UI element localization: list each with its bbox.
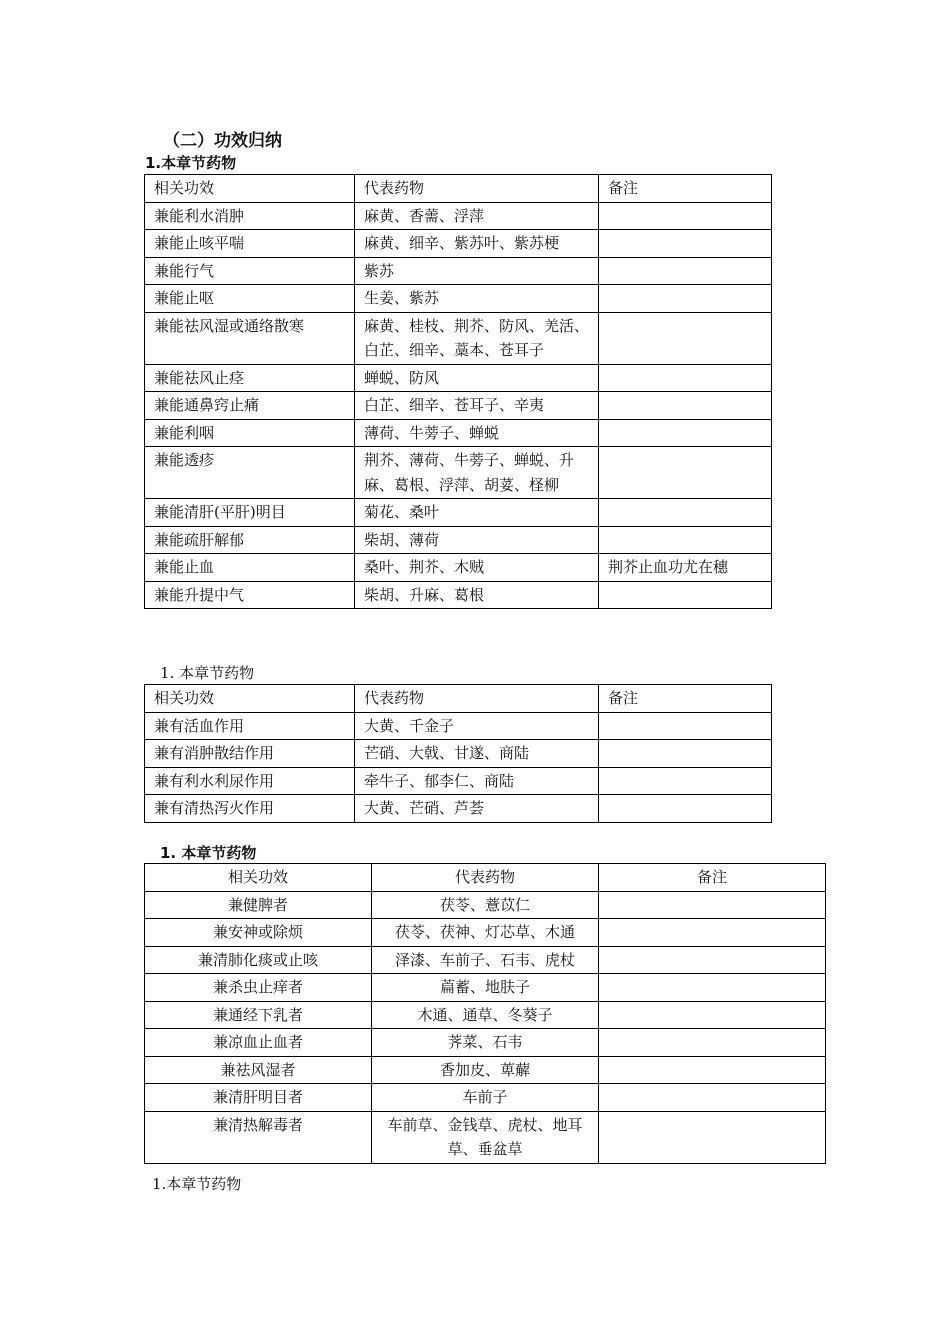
table-row (145, 767, 772, 795)
note-cell (599, 974, 826, 1002)
note-cell (599, 919, 826, 947)
table-row (145, 1029, 826, 1057)
note-cell (599, 740, 772, 768)
herbs-cell: 大黄、芒硝、芦荟 (355, 795, 599, 823)
effect-cell: 兼有活血作用 (145, 712, 355, 740)
note-cell (599, 312, 772, 364)
table-row (145, 1084, 826, 1112)
effect-cell: 兼能利水消肿 (145, 202, 355, 230)
note-cell (599, 1084, 826, 1112)
effect-cell: 兼清肺化痰或止咳 (145, 946, 372, 974)
table-row (145, 712, 772, 740)
effect-cell: 兼能止咳平喘 (145, 230, 355, 258)
effect-cell: 兼安神或除烦 (145, 919, 372, 947)
note-cell (599, 1029, 826, 1057)
effect-cell: 兼清肝明目者 (145, 1084, 372, 1112)
herbs-cell: 车前子 (372, 1084, 599, 1112)
table-row (145, 891, 826, 919)
note-cell (599, 581, 772, 609)
note-cell (599, 1056, 826, 1084)
note-cell (599, 499, 772, 527)
effect-cell: 兼能通鼻窍止痛 (145, 392, 355, 420)
table-row (145, 419, 772, 447)
effect-cell: 兼能升提中气 (145, 581, 355, 609)
table-row (145, 392, 772, 420)
effect-cell: 兼祛风湿者 (145, 1056, 372, 1084)
herbs-cell: 柴胡、薄荷 (355, 526, 599, 554)
table-row (145, 795, 772, 823)
effect-cell: 兼能透疹 (145, 447, 355, 499)
effect-cell: 兼能疏肝解郁 (145, 526, 355, 554)
herbs-cell: 泽漆、车前子、石韦、虎杖 (372, 946, 599, 974)
herbs-cell: 芒硝、大戟、甘遂、商陆 (355, 740, 599, 768)
table-row (145, 581, 772, 609)
herbs-cell: 蝉蜕、防风 (355, 364, 599, 392)
herbs-cell: 柴胡、升麻、葛根 (355, 581, 599, 609)
note-cell (599, 891, 826, 919)
herbs-cell: 桑叶、荆芥、木贼 (355, 554, 599, 582)
table-row (145, 740, 772, 768)
herbs-cell: 生姜、紫苏 (355, 285, 599, 313)
effect-cell: 兼通经下乳者 (145, 1001, 372, 1029)
note-cell (599, 1111, 826, 1163)
herbs-cell: 木通、通草、冬葵子 (372, 1001, 599, 1029)
note-cell (599, 795, 772, 823)
effect-cell: 兼凉血止血者 (145, 1029, 372, 1057)
herbs-cell: 紫苏 (355, 257, 599, 285)
effect-cell: 兼有利水利尿作用 (145, 767, 355, 795)
table-1 (144, 174, 772, 609)
table-row (145, 554, 772, 582)
herbs-cell: 荠菜、石韦 (372, 1029, 599, 1057)
note-cell (599, 230, 772, 258)
section-label-1: 1.本章节药物 (145, 154, 237, 172)
note-cell: 荆芥止血功尤在穗 (599, 554, 772, 582)
herbs-cell: 麻黄、细辛、紫苏叶、紫苏梗 (355, 230, 599, 258)
effect-cell: 兼能止血 (145, 554, 355, 582)
effect-cell: 兼清热解毒者 (145, 1111, 372, 1163)
column-header: 代表药物 (355, 175, 599, 203)
table-row (145, 257, 772, 285)
column-header: 相关功效 (145, 685, 355, 713)
table-row (145, 1001, 826, 1029)
table-row (145, 202, 772, 230)
note-cell (599, 202, 772, 230)
note-cell (599, 946, 826, 974)
effect-cell: 兼能行气 (145, 257, 355, 285)
table-row (145, 312, 772, 364)
note-cell (599, 767, 772, 795)
herbs-cell: 麻黄、香薷、浮萍 (355, 202, 599, 230)
herbs-cell: 菊花、桑叶 (355, 499, 599, 527)
table-row (145, 1056, 826, 1084)
table-row (145, 919, 826, 947)
column-header: 代表药物 (355, 685, 599, 713)
section-label-3: 1. 本章节药物 (160, 844, 257, 862)
effect-cell: 兼能止呕 (145, 285, 355, 313)
column-header: 相关功效 (145, 864, 372, 892)
herbs-cell: 车前草、金钱草、虎杖、地耳草、垂盆草 (372, 1111, 599, 1163)
table-row (145, 974, 826, 1002)
note-cell (599, 257, 772, 285)
effect-cell: 兼能祛风止痉 (145, 364, 355, 392)
page-title: （二）功效归纳 (163, 131, 282, 151)
effect-cell: 兼能利咽 (145, 419, 355, 447)
table-header-row (145, 175, 772, 203)
table-row (145, 364, 772, 392)
note-cell (599, 364, 772, 392)
note-cell (599, 419, 772, 447)
effect-cell: 兼能清肝(平肝)明目 (145, 499, 355, 527)
herbs-cell: 茯苓、薏苡仁 (372, 891, 599, 919)
herbs-cell: 荆芥、薄荷、牛蒡子、蝉蜕、升麻、葛根、浮萍、胡荽、柽柳 (355, 447, 599, 499)
effect-cell: 兼健脾者 (145, 891, 372, 919)
table-row (145, 526, 772, 554)
note-cell (599, 285, 772, 313)
section-label-2: 1. 本章节药物 (160, 664, 255, 682)
column-header: 备注 (599, 864, 826, 892)
column-header: 备注 (599, 175, 772, 203)
footer-section-label: 1.本章节药物 (152, 1175, 242, 1193)
herbs-cell: 大黄、千金子 (355, 712, 599, 740)
note-cell (599, 447, 772, 499)
table-header-row (145, 685, 772, 713)
herbs-cell: 香加皮、萆薢 (372, 1056, 599, 1084)
herbs-cell: 麻黄、桂枝、荆芥、防风、羌活、白芷、细辛、藁本、苍耳子 (355, 312, 599, 364)
note-cell (599, 392, 772, 420)
note-cell (599, 526, 772, 554)
herbs-cell: 牵牛子、郁李仁、商陆 (355, 767, 599, 795)
table-row (145, 499, 772, 527)
note-cell (599, 712, 772, 740)
column-header: 代表药物 (372, 864, 599, 892)
table-row (145, 946, 826, 974)
table-header-row (145, 864, 826, 892)
note-cell (599, 1001, 826, 1029)
herbs-cell: 薄荷、牛蒡子、蝉蜕 (355, 419, 599, 447)
table-2 (144, 684, 772, 823)
table-row (145, 447, 772, 499)
effect-cell: 兼有清热泻火作用 (145, 795, 355, 823)
herbs-cell: 萹蓄、地肤子 (372, 974, 599, 1002)
table-row (145, 285, 772, 313)
column-header: 相关功效 (145, 175, 355, 203)
effect-cell: 兼能祛风湿或通络散寒 (145, 312, 355, 364)
table-row (145, 230, 772, 258)
effect-cell: 兼有消肿散结作用 (145, 740, 355, 768)
column-header: 备注 (599, 685, 772, 713)
table-row (145, 1111, 826, 1163)
table-3 (144, 863, 826, 1164)
herbs-cell: 茯苓、茯神、灯芯草、木通 (372, 919, 599, 947)
effect-cell: 兼杀虫止痒者 (145, 974, 372, 1002)
herbs-cell: 白芷、细辛、苍耳子、辛夷 (355, 392, 599, 420)
